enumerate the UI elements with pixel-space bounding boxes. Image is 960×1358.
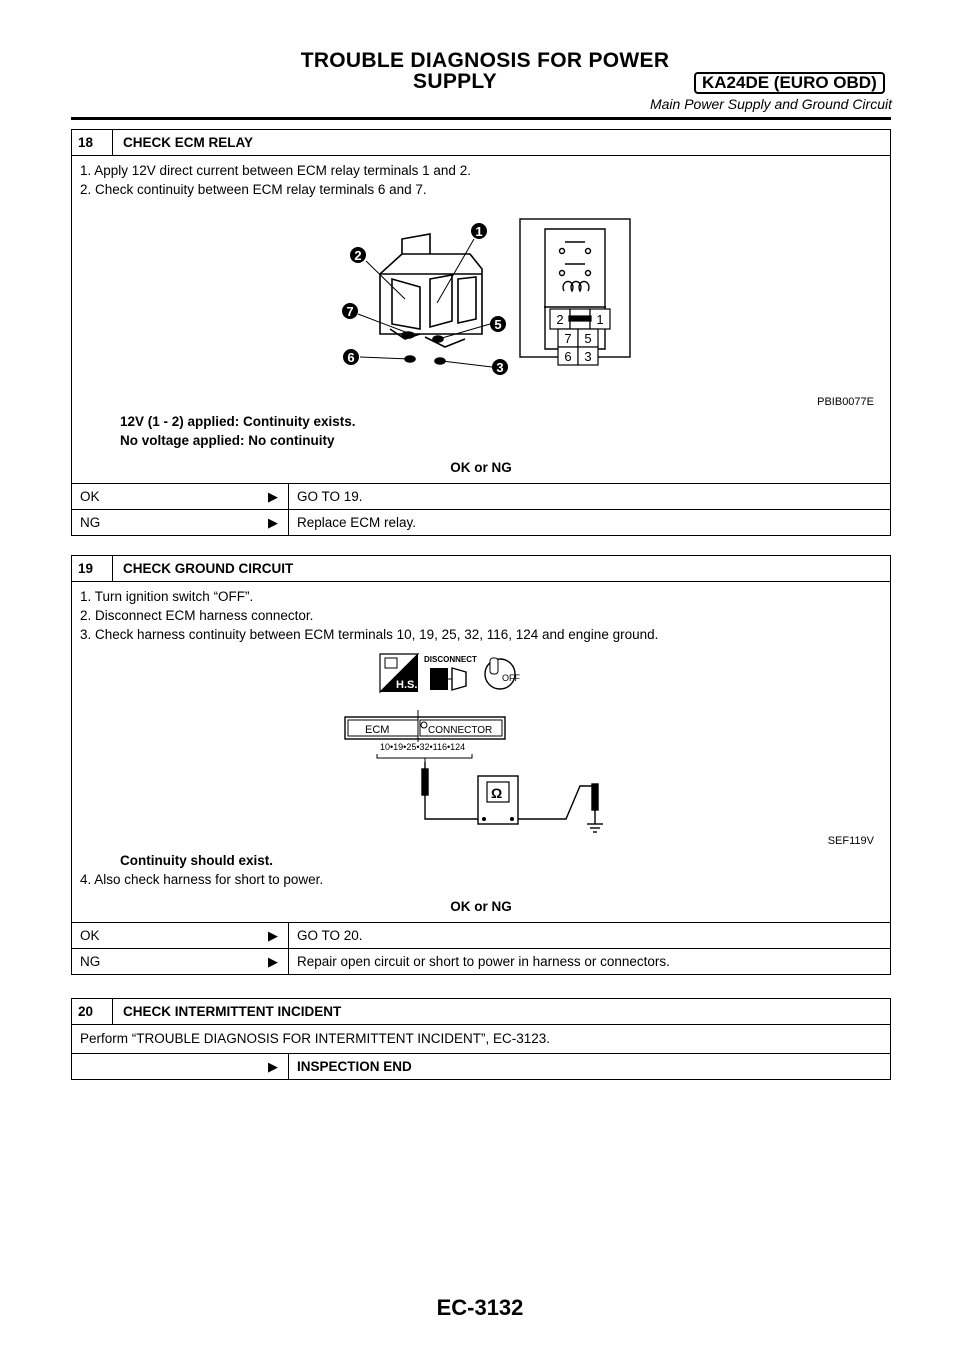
step-title: CHECK GROUND CIRCUIT xyxy=(123,561,294,576)
step-18 xyxy=(71,129,891,536)
svg-text:ECM: ECM xyxy=(365,724,390,736)
terminal-5-label: 5 xyxy=(494,317,502,332)
ecm-connector xyxy=(345,710,505,762)
terminal-6-label: 6 xyxy=(347,350,355,365)
page-number: EC-3132 xyxy=(436,1295,524,1320)
result-action: INSPECTION END xyxy=(288,1054,412,1079)
result-key: OK xyxy=(80,489,100,504)
engine-badge: KA24DE (EURO OBD) xyxy=(694,72,885,94)
result-key: OK xyxy=(80,928,100,943)
right-triangle-icon: ▶ xyxy=(268,953,278,969)
ground-circuit-diagram xyxy=(80,644,880,851)
step-19 xyxy=(71,555,891,975)
disconnect-icon xyxy=(424,655,477,690)
result-action: GO TO 20. xyxy=(288,923,363,948)
svg-text:OFF: OFF xyxy=(502,673,520,683)
schematic-terminal-7: 7 xyxy=(564,331,572,346)
right-triangle-icon: ▶ xyxy=(268,927,278,943)
result-key: NG xyxy=(80,954,101,969)
spec-line: Continuity should exist. xyxy=(120,853,274,868)
page-subtitle: Main Power Supply and Ground Circuit xyxy=(649,96,892,112)
page-title xyxy=(300,50,670,92)
svg-text:CONNECTOR: CONNECTOR xyxy=(428,725,493,736)
right-triangle-icon: ▶ xyxy=(268,1058,278,1074)
step-number: 18 xyxy=(78,135,94,150)
spec-line: No voltage applied: No continuity xyxy=(120,433,335,448)
hs-icon xyxy=(380,654,418,692)
instruction: 3. Check harness continuity between ECM terminals 10, 19, 25, 32, 116, 124 and engine ground. xyxy=(80,627,659,642)
terminal-2-label: 2 xyxy=(354,248,362,263)
right-triangle-icon: ▶ xyxy=(268,488,278,504)
result-action: Replace ECM relay. xyxy=(288,510,416,535)
step-title: CHECK INTERMITTENT INCIDENT xyxy=(123,1004,342,1019)
right-triangle-icon: ▶ xyxy=(268,514,278,530)
result-row-ng xyxy=(72,949,890,974)
figure-code: PBIB0077E xyxy=(817,396,874,408)
spec-line: 12V (1 - 2) applied: Continuity exists. xyxy=(120,414,356,429)
instruction: Perform “TROUBLE DIAGNOSIS FOR INTERMITTENT INCIDENT”, EC-3123. xyxy=(80,1031,551,1046)
step-header xyxy=(72,999,890,1025)
step-20 xyxy=(71,998,891,1080)
schematic-terminal-3: 3 xyxy=(584,349,592,364)
result-row-ok xyxy=(72,484,890,510)
step-number: 19 xyxy=(78,561,94,576)
terminal-3-label: 3 xyxy=(496,360,504,375)
schematic-terminal-5: 5 xyxy=(584,331,592,346)
relay-figure xyxy=(80,199,882,412)
ecm-relay-diagram xyxy=(80,199,880,412)
title-line-1: TROUBLE DIAGNOSIS FOR POWER xyxy=(300,49,670,72)
result-key: NG xyxy=(80,515,101,530)
svg-text:DISCONNECT: DISCONNECT xyxy=(424,655,477,664)
step-header xyxy=(72,130,890,156)
instruction: 2. Disconnect ECM harness connector. xyxy=(80,608,314,623)
instruction: 1. Apply 12V direct current between ECM relay terminals 1 and 2. xyxy=(80,163,471,178)
ignition-off-icon xyxy=(485,658,520,689)
instruction: 1. Turn ignition switch “OFF”. xyxy=(80,589,254,604)
step-body xyxy=(72,1025,890,1054)
terminal-1-label: 1 xyxy=(475,224,483,239)
schematic-terminal-6: 6 xyxy=(564,349,572,364)
title-line-2: SUPPLY xyxy=(413,70,497,93)
step-title: CHECK ECM RELAY xyxy=(123,135,254,150)
ground-check-figure xyxy=(80,644,882,851)
schematic-terminal-2: 2 xyxy=(556,312,564,327)
result-row-ng xyxy=(72,510,890,535)
result-row-end xyxy=(72,1054,890,1079)
schematic-terminal-1: 1 xyxy=(596,312,604,327)
result-action: GO TO 19. xyxy=(288,484,363,509)
ok-ng-question: OK or NG xyxy=(450,899,512,914)
step-body xyxy=(72,156,890,484)
ok-ng-question: OK or NG xyxy=(450,460,512,475)
svg-text:10•19•25•32•116•124: 10•19•25•32•116•124 xyxy=(380,742,466,752)
instruction: 2. Check continuity between ECM relay terminals 6 and 7. xyxy=(80,182,427,197)
ohm-icon: Ω xyxy=(491,785,503,801)
terminal-7-label: 7 xyxy=(346,304,354,319)
figure-code: SEF119V xyxy=(827,835,874,847)
step-header xyxy=(72,556,890,582)
instruction: 4. Also check harness for short to power. xyxy=(80,872,324,887)
result-action: Repair open circuit or short to power in harness or connectors. xyxy=(288,949,670,974)
step-number: 20 xyxy=(78,1004,94,1019)
ohmmeter xyxy=(478,776,518,824)
result-row-ok xyxy=(72,923,890,949)
step-body xyxy=(72,582,890,923)
header-divider xyxy=(71,117,891,120)
svg-text:H.S.: H.S. xyxy=(396,679,418,691)
